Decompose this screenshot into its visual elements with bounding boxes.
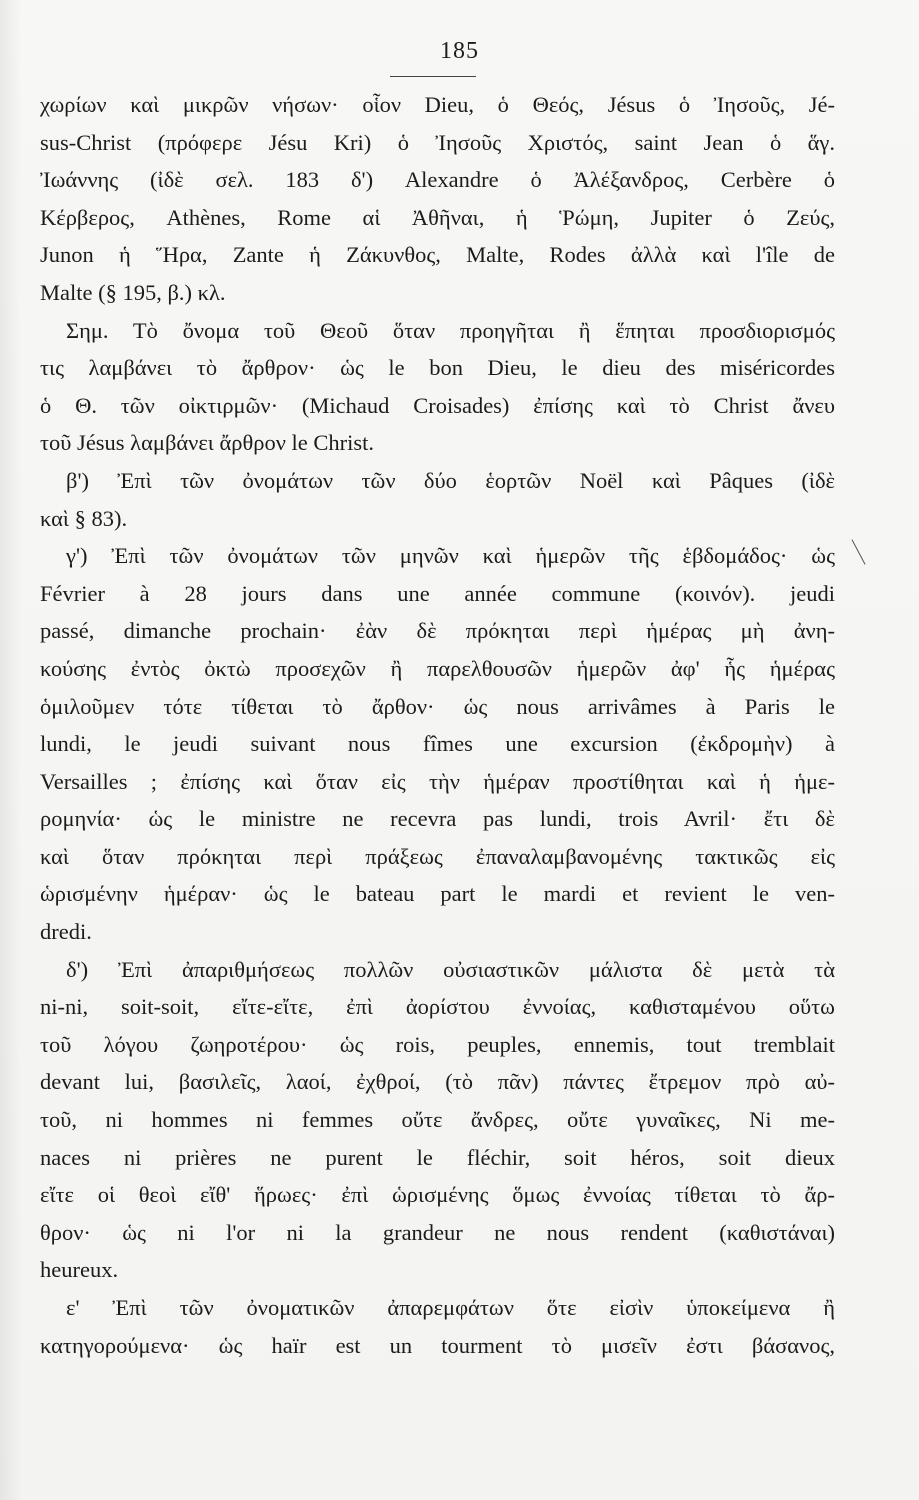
text-line: κούσης ἐντὸς ὀκτὼ προσεχῶν ἢ παρελθουσῶν ἡμερῶν ἀφ' ἧς ἡμέρας	[40, 655, 835, 681]
text-line: ὡρισμένην ἡμέραν· ὡς le bateau part le mardi et revient le ven-	[40, 881, 835, 907]
text-line: β') Ἐπὶ τῶν ὀνομάτων τῶν δύο ἑορτῶν Noël καὶ Pâques (ἰδὲ	[66, 467, 835, 493]
text-line: τις λαμβάνει τὸ ἄρθρον· ὡς le bon Dieu, le dieu des miséricordes	[40, 355, 835, 381]
text-line: γ') Ἐπὶ τῶν ὀνομάτων τῶν μηνῶν καὶ ἡμερῶν τῆς ἑβδομάδος· ὡς	[66, 543, 835, 569]
text-line: τοῦ, ni hommes ni femmes οὔτε ἄνδρες, οὔτε γυναῖκες, Ni me-	[40, 1107, 835, 1133]
text-line: naces ni prières ne purent le fléchir, soit héros, soit dieux	[40, 1144, 835, 1170]
text-line: ρομηνία· ὡς le ministre ne recevra pas lundi, trois Avril· ἔτι δὲ	[40, 806, 835, 832]
text-line: dredi.	[40, 919, 92, 945]
text-line: ὁ Θ. τῶν οἰκτιρμῶν· (Michaud Croisades) ἐπίσης καὶ τὸ Christ ἄνευ	[40, 392, 835, 418]
text-line: καὶ ὅταν πρόκηται περὶ πράξεως ἐπαναλαμβανομένης τακτικῶς εἰς	[40, 843, 835, 869]
text-line: Malte (§ 195, β.) κλ.	[40, 279, 226, 305]
text-line: τοῦ λόγου ζωηροτέρου· ὡς rois, peuples, ennemis, tout tremblait	[40, 1031, 835, 1057]
text-line: sus-Christ (πρόφερε Jésu Kri) ὁ Ἰησοῦς Χριστός, saint Jean ὁ ἅγ.	[40, 129, 835, 155]
text-line: Ἰωάννης (ἰδὲ σελ. 183 δ') Alexandre ὁ Ἀλέξανδρος, Cerbère ὁ	[40, 167, 835, 193]
text-line: heureux.	[40, 1257, 119, 1283]
text-line: εἴτε οἱ θεοὶ εἴθ' ἥρωες· ἐπὶ ὡρισμένης ὅμως ἐννοίας τίθεται τὸ ἄρ-	[40, 1182, 835, 1208]
page-number: 185	[440, 38, 479, 64]
text-line: ε' Ἐπὶ τῶν ὀνοματικῶν ἀπαρεμφάτων ὅτε εἰσὶν ὑποκείμενα ἢ	[66, 1295, 835, 1320]
text-line: Κέρβερος, Athènes, Rome αἱ Ἀθῆναι, ἡ Ῥώμη, Jupiter ὁ Ζεύς,	[40, 204, 835, 230]
text-line: κατηγορούμενα· ὡς haïr est un tourment τὸ μισεῖν ἐστι βάσανος,	[40, 1332, 835, 1358]
header-rule	[390, 76, 476, 77]
text-line: χωρίων καὶ μικρῶν νήσων· οἷον Dieu, ὁ Θεός, Jésus ὁ Ἰησοῦς, Jé-	[40, 92, 835, 117]
text-line: καὶ § 83).	[40, 505, 128, 531]
text-line: δ') Ἐπὶ ἀπαριθμήσεως πολλῶν οὐσιαστικῶν μάλιστα δὲ μετὰ τὰ	[66, 956, 835, 982]
text-line: Junon ἡ Ἥρα, Zante ἡ Ζάκυνθος, Malte, Rodes ἀλλὰ καὶ l'île de	[40, 242, 835, 268]
text-line: devant lui, βασιλεῖς, λαοί, ἐχθροί, (τὸ πᾶν) πάντες ἔτρεμον πρὸ αὐ-	[40, 1069, 835, 1095]
text-line: θρον· ὡς ni l'or ni la grandeur ne nous rendent (καθιστάναι)	[40, 1219, 835, 1245]
body-text	[40, 86, 835, 1364]
text-line: ni-ni, soit-soit, εἴτε-εἴτε, ἐπὶ ἀορίστου ἐννοίας, καθισταμένου οὕτω	[40, 994, 835, 1020]
text-line: lundi, le jeudi suivant nous fîmes une excursion (ἐκδρομὴν) à	[40, 731, 835, 757]
text-line: Σημ. Τὸ ὄνομα τοῦ Θεοῦ ὅταν προηγῆται ἢ ἕπηται προσδιορισμός	[66, 317, 835, 343]
text-line: Février à 28 jours dans une année commune (κοινόν). jeudi	[40, 580, 835, 606]
text-line: Versailles ; ἐπίσης καὶ ὅταν εἰς τὴν ἡμέραν προστίθηται καὶ ἡ ἡμε-	[40, 768, 835, 794]
text-line: ὁμιλοῦμεν τότε τίθεται τὸ ἄρθον· ὡς nous arrivâmes à Paris le	[40, 693, 835, 719]
text-line: τοῦ Jésus λαμβάνει ἄρθρον le Christ.	[40, 430, 375, 456]
text-line: passé, dimanche prochain· ἐὰν δὲ πρόκηται περὶ ἡμέρας μὴ ἀνη-	[40, 618, 835, 644]
stray-ink-mark	[851, 539, 865, 564]
